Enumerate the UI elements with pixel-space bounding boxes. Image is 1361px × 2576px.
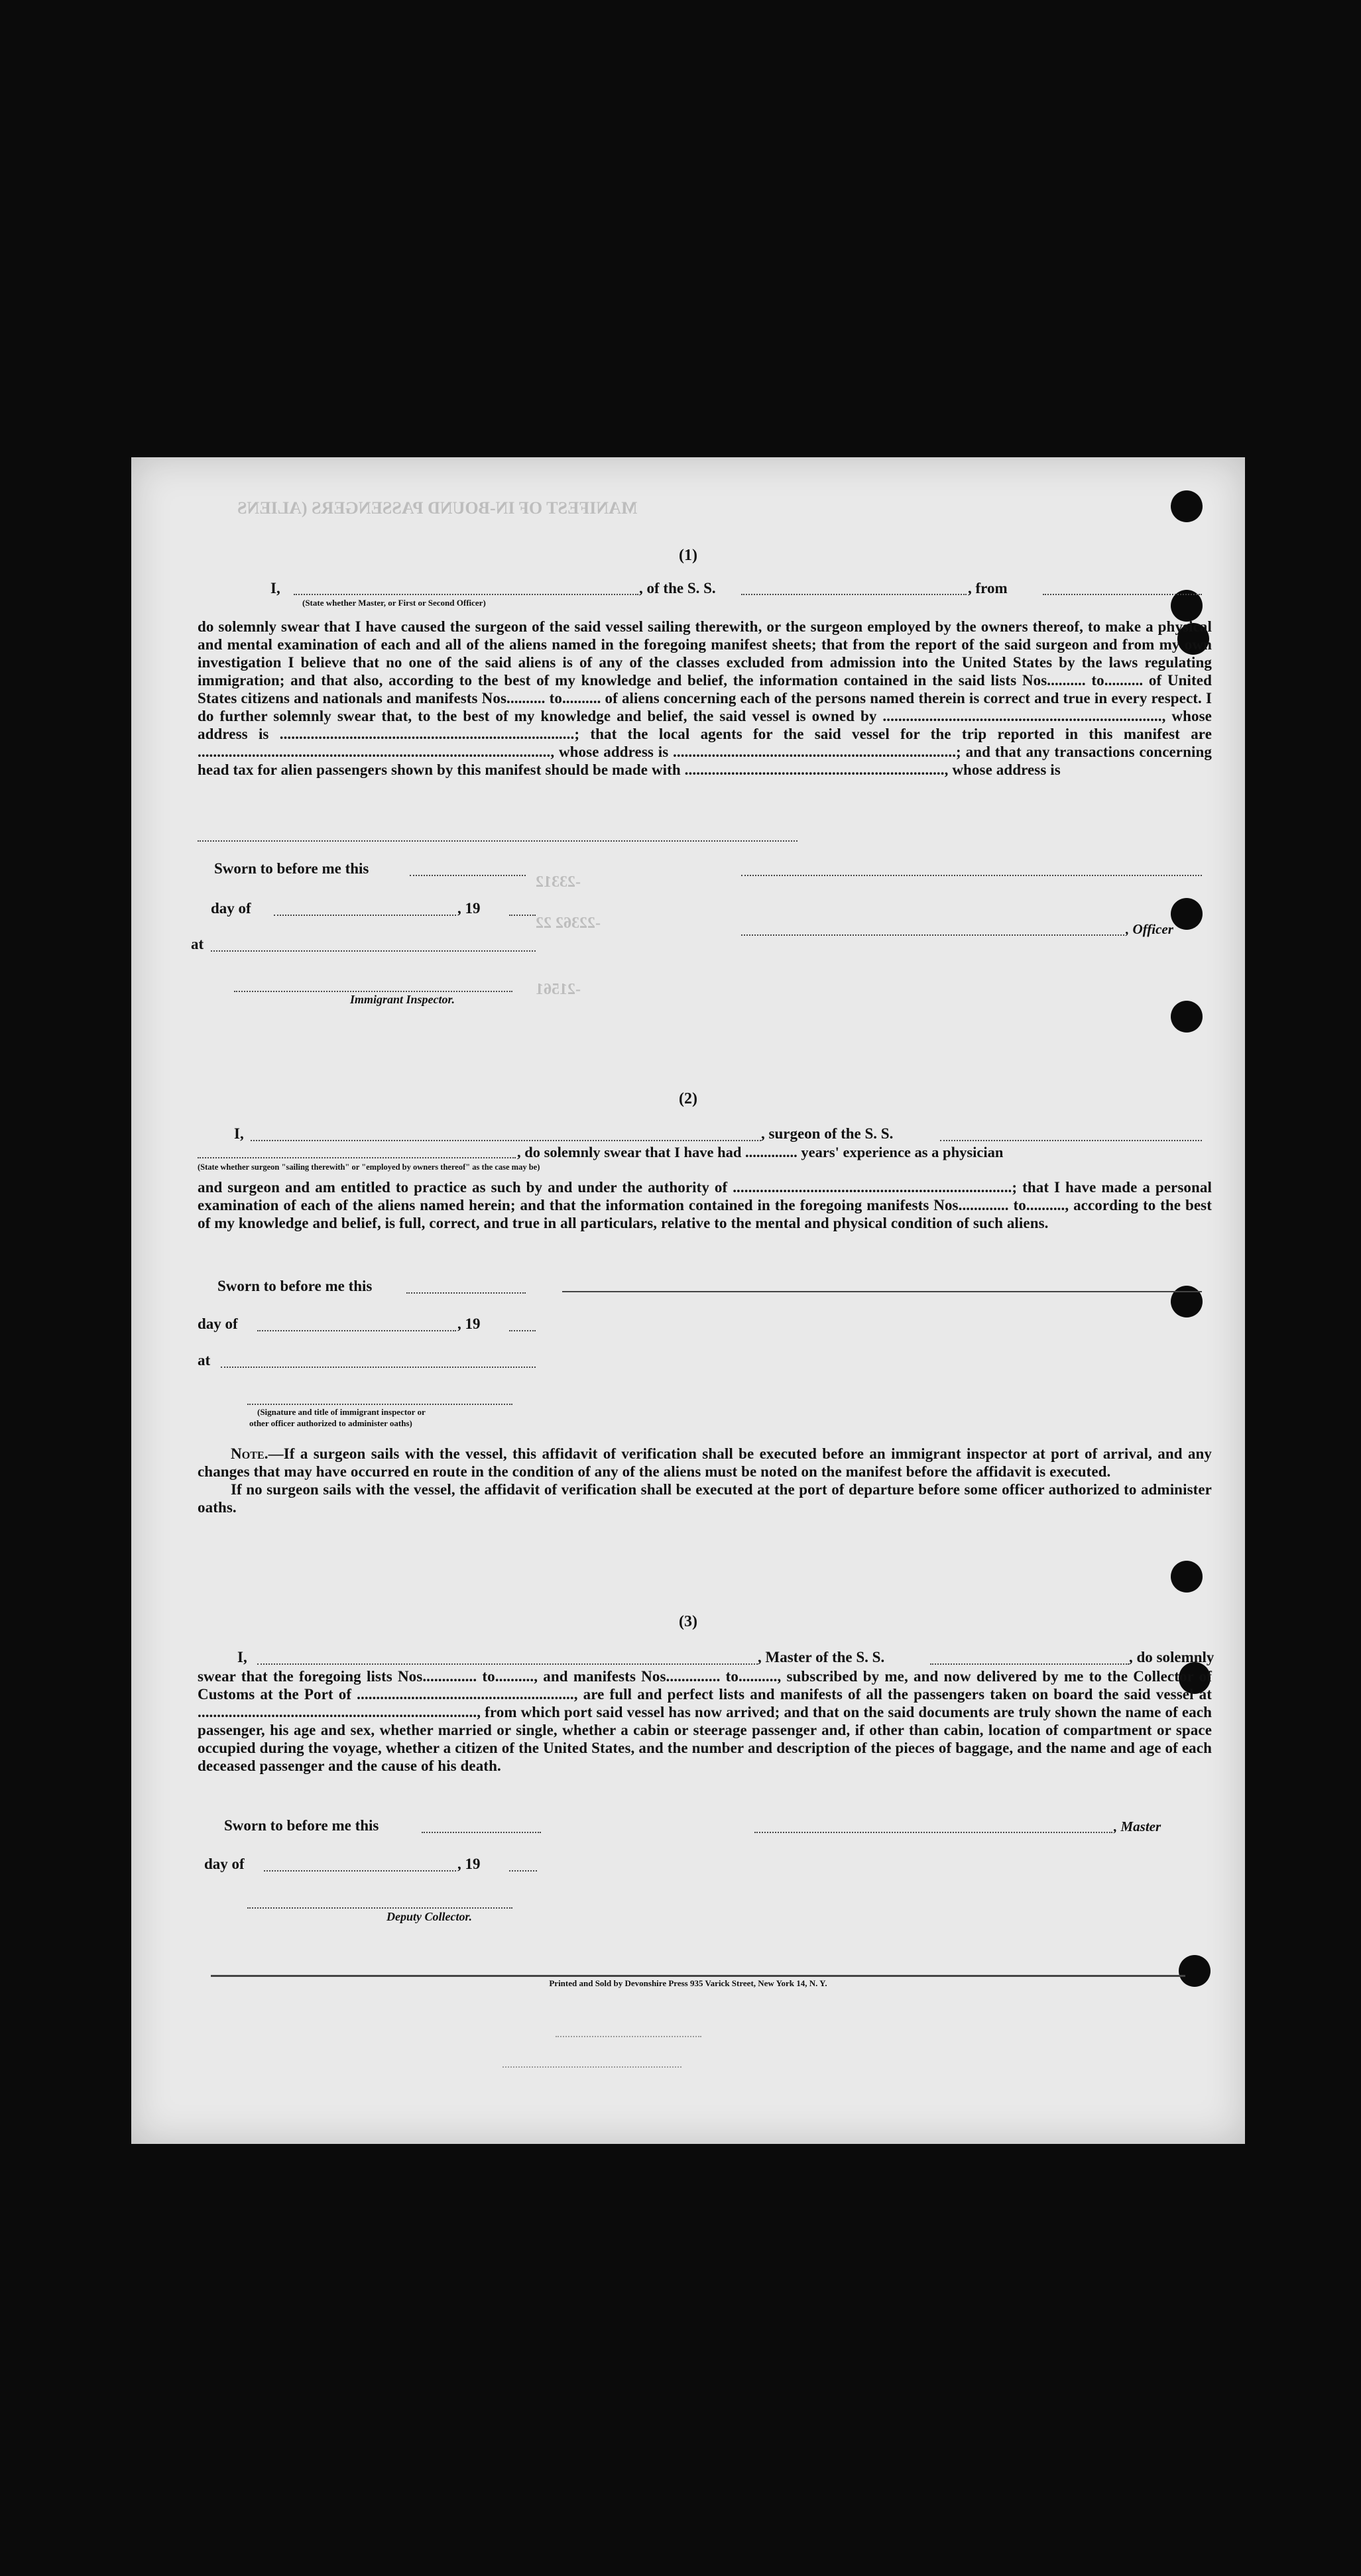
bleed-through-stamp: -23312	[536, 873, 581, 891]
section-2-year: , 19	[457, 1316, 481, 1332]
blank-surgeon-name	[251, 1140, 761, 1141]
blank-ship-name	[741, 594, 967, 595]
bleed-through-dots	[503, 2066, 681, 2068]
section-3-solemnly: , do solemnly	[1129, 1649, 1214, 1665]
binder-hole	[1171, 1001, 1203, 1033]
blank-sworn-date-3	[422, 1832, 541, 1833]
section-3-master: , Master of the S. S.	[758, 1649, 885, 1665]
blank-ship-name-3	[930, 1663, 1129, 1665]
section-1-at: at	[191, 936, 204, 952]
blank-from-port	[1043, 594, 1202, 595]
section-2-sworn: Sworn to before me this	[217, 1278, 373, 1294]
bleed-through-stamp: -21561	[536, 981, 581, 998]
section-2-day-of: day of	[198, 1316, 238, 1332]
section-3-number: (3)	[679, 1613, 697, 1630]
blank-head-tax-address	[198, 840, 798, 842]
section-2-surgeon: , surgeon of the S. S.	[761, 1125, 894, 1142]
blank-day-month	[274, 915, 456, 916]
blank-ship-name-2	[940, 1140, 1202, 1141]
section-3-body: swear that the foregoing lists Nos.............. to.........., and manifests Nos.............. to.........., subscribed by me, and now delivered by me to the Collector of Customs at the Port of ........................................................, are full and perfect lists and manifests of all the passengers taken on board the said vessel at ........................................................................, from which port said vessel has now arrived; and that on the said documents are truly shown the name of each passenger, his age and sex, whether married or single, whether a cabin or steerage passenger and, if other than cabin, location of compartment or space occupied during the voyage, whether a citizen of the United States, and the number and description of the pieces of baggage, and the name and age of each deceased passenger and the cause of his death.	[198, 1668, 1212, 1774]
section-1-number: (1)	[679, 547, 697, 564]
blank-at-place-2	[221, 1367, 536, 1368]
section-2-number: (2)	[679, 1090, 697, 1107]
blank-year	[509, 915, 536, 916]
bleed-through-header: MANIFEST OF IN-BOUND PASSENGERS (ALIENS	[237, 498, 638, 518]
sig-note-2: other officer authorized to administer oaths)	[249, 1418, 412, 1428]
blank-inspector-signature	[234, 991, 512, 992]
blank-day-month-2	[257, 1330, 456, 1331]
section-2-note: Note.—If a surgeon sails with the vessel, this affidavit of verification shall be executed before an immigrant inspector at port of arrival, and any changes that may have occurred en route in the condition of any of the aliens must be noted on the manifest before the affidavit is executed. If no surgeon sails with the vessel, the affidavit of verification shall be executed at the port of departure before some officer authorized to administer oaths.	[198, 1445, 1212, 1516]
blank-surgeon-signature	[562, 1291, 1202, 1292]
section-2-at: at	[198, 1352, 211, 1369]
surgeon-note: (State whether surgeon "sailing therewith" or "employed by owners thereof" as the case may be)	[198, 1162, 540, 1172]
section-1-day-of: day of	[211, 900, 251, 917]
section-1-inspector: Immigrant Inspector.	[350, 993, 455, 1006]
blank-inspector-signature-2	[247, 1404, 512, 1405]
blank-officer-name	[294, 594, 638, 595]
section-3-master-sig: , Master	[1114, 1819, 1161, 1834]
blank-year-3	[509, 1870, 537, 1872]
bottom-rule	[211, 1975, 1185, 1977]
binder-hole	[1171, 1561, 1203, 1593]
note-label: Note.	[231, 1445, 268, 1462]
binder-hole	[1171, 490, 1203, 522]
section-2-i: I,	[234, 1125, 244, 1142]
section-1-i: I,	[270, 580, 280, 596]
sig-note-1: (Signature and title of immigrant inspector or	[257, 1407, 426, 1417]
bleed-through-stamp: -22362 22	[536, 915, 601, 932]
officer-note: (State whether Master, or First or Second Officer)	[302, 598, 486, 608]
section-1-body: do solemnly swear that I have caused the surgeon of the said vessel sailing therewith, or the surgeon employed by the owners thereof, to make a physical and mental examination of each and all of the aliens named in the foregoing manifest sheets; that from the report of the said surgeon and from my own investigation I believe that no one of the said aliens is of any of the classes excluded from admission into the United States by the laws regulating immigration; and that also, according to the best of my knowledge and belief, the information contained in the said lists Nos.......... to.......... of United States citizens and nationals and manifests Nos.......... to.......... of aliens concerning each of the persons named therein is correct and true in every respect. I do further solemnly swear that, to the best of my knowledge and belief, the said vessel is owned by ........................................................................, whose address is ............................................................................; that the local agents for the said vessel for the trip reported in this manifest are ..........................................................................................., whose address is .........................................................................; and that any transactions concerning head tax for alien passengers shown by this manifest should be made with ..................................................................., whose address is	[198, 618, 1212, 778]
section-1-officer: , Officer	[1126, 921, 1173, 937]
blank-at-place	[211, 950, 536, 952]
section-2-body: and surgeon and am entitled to practice as such by and under the authority of ........................................................................; that I have made a personal examination of each of the aliens named herein; and that the information contained in the foregoing manifests Nos............. to.........., according to the best of my knowledge and belief, is full, correct, and true in all particulars, relative to the mental and physical condition of such aliens.	[198, 1179, 1212, 1231]
manifest-page	[131, 457, 1245, 2144]
section-3-sworn: Sworn to before me this	[224, 1817, 379, 1834]
blank-sworn-date	[410, 875, 526, 876]
section-1-year: , 19	[457, 900, 481, 917]
blank-officer-signature-upper	[741, 875, 1202, 876]
section-2-swear: , do solemnly swear that I have had .............. years' experience as a physician	[517, 1144, 1004, 1160]
section-3-day-of: day of	[204, 1856, 245, 1872]
section-3-collector: Deputy Collector.	[386, 1910, 472, 1923]
blank-master-signature	[754, 1832, 1112, 1833]
blank-master-name	[257, 1663, 758, 1665]
blank-day-month-3	[264, 1870, 456, 1872]
printer-credit: Printed and Sold by Devonshire Press 935 Varick Street, New York 14, N. Y.	[549, 1978, 827, 1988]
binder-hole	[1171, 898, 1203, 930]
blank-surgeon-status	[198, 1157, 516, 1158]
bleed-through-dots	[556, 2036, 701, 2037]
blank-officer-signature	[741, 934, 1124, 936]
blank-collector-signature	[247, 1907, 512, 1909]
section-1-sworn: Sworn to before me this	[214, 860, 369, 877]
section-3-year: , 19	[457, 1856, 481, 1872]
section-1-of-ss: , of the S. S.	[639, 580, 716, 596]
section-3-i: I,	[237, 1649, 247, 1665]
section-1-from: , from	[968, 580, 1008, 596]
blank-year-2	[509, 1330, 536, 1331]
blank-sworn-date-2	[406, 1292, 526, 1294]
